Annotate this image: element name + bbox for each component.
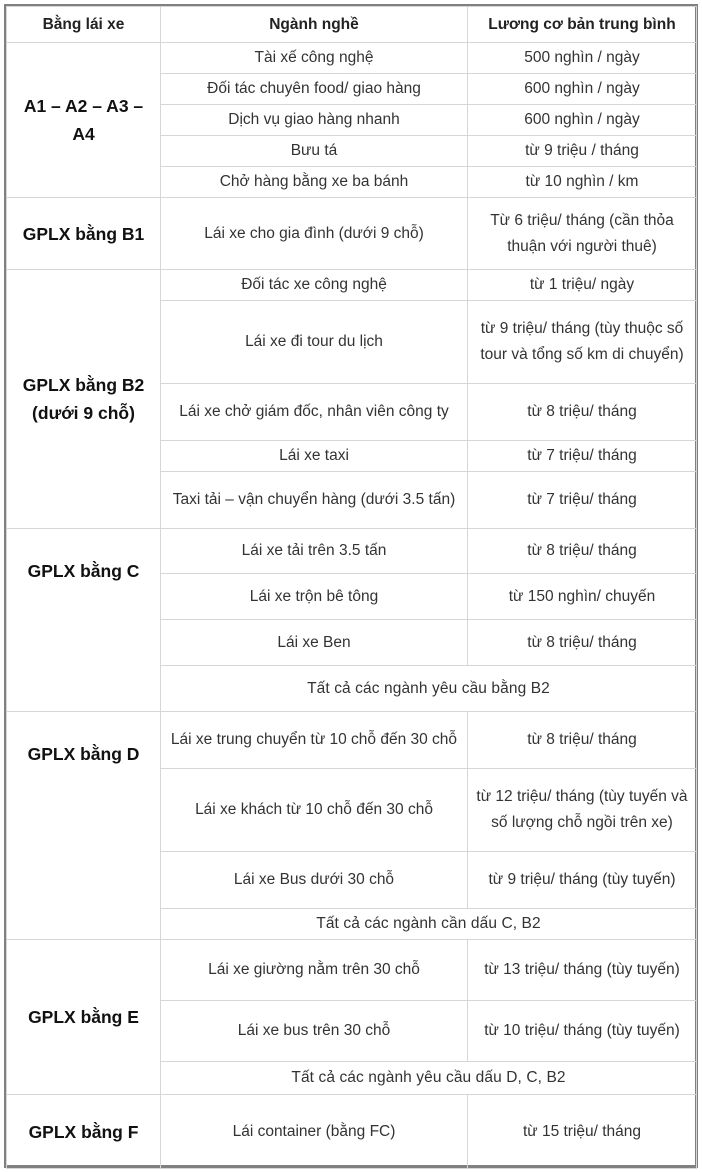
salary-cell: từ 8 triệu/ tháng — [468, 529, 697, 574]
salary-cell: từ 12 triệu/ tháng (tùy tuyến và số lượng chỗ ngồi trên xe) — [468, 769, 697, 852]
salary-cell: từ 7 triệu/ tháng — [468, 472, 697, 529]
salary-cell: từ 150 nghìn/ chuyến — [468, 574, 697, 620]
salary-cell: Từ 6 triệu/ tháng (cần thỏa thuận với người thuê) — [468, 198, 697, 270]
job-cell: Lái xe giường nằm trên 30 chỗ — [161, 940, 468, 1001]
job-cell: Lái xe khách từ 10 chỗ đến 30 chỗ — [161, 769, 468, 852]
job-cell: Dịch vụ giao hàng nhanh — [161, 105, 468, 136]
job-cell: Tài xế công nghệ — [161, 43, 468, 74]
job-cell: Chở hàng bằng xe ba bánh — [161, 167, 468, 198]
job-cell: Taxi tải – vận chuyển hàng (dưới 3.5 tấn) — [161, 472, 468, 529]
job-cell: Lái xe taxi — [161, 441, 468, 472]
salary-cell: từ 7 triệu/ tháng — [468, 441, 697, 472]
table-row — [7, 198, 697, 270]
table-row — [7, 43, 697, 74]
license-cell-f: GPLX bằng F — [7, 1095, 161, 1169]
group-note: Tất cả các ngành cần dấu C, B2 — [161, 909, 697, 940]
job-cell: Lái container (bằng FC) — [161, 1095, 468, 1169]
license-cell-c: GPLX bằng C — [7, 529, 161, 712]
job-cell: Lái xe đi tour du lịch — [161, 301, 468, 384]
job-cell: Lái xe trung chuyển từ 10 chỗ đến 30 chỗ — [161, 712, 468, 769]
header-job: Ngành nghề — [161, 7, 468, 43]
job-cell: Lái xe Bus dưới 30 chỗ — [161, 852, 468, 909]
salary-cell: từ 8 triệu/ tháng — [468, 620, 697, 666]
table-row — [7, 940, 697, 1001]
license-cell-e: GPLX bằng E — [7, 940, 161, 1095]
salary-cell: từ 8 triệu/ tháng — [468, 712, 697, 769]
job-cell: Lái xe chở giám đốc, nhân viên công ty — [161, 384, 468, 441]
salary-cell: từ 8 triệu/ tháng — [468, 384, 697, 441]
license-cell-b2: GPLX bằng B2 (dưới 9 chỗ) — [7, 270, 161, 529]
job-cell: Đối tác chuyên food/ giao hàng — [161, 74, 468, 105]
salary-cell: từ 9 triệu/ tháng (tùy thuộc số tour và tổng số km di chuyển) — [468, 301, 697, 384]
job-cell: Đối tác xe công nghệ — [161, 270, 468, 301]
header-row — [7, 7, 697, 43]
license-cell-d: GPLX bằng D — [7, 712, 161, 940]
salary-cell: từ 10 nghìn / km — [468, 167, 697, 198]
table-row — [7, 270, 697, 301]
group-note: Tất cả các ngành yêu cầu dấu D, C, B2 — [161, 1062, 697, 1095]
job-cell: Lái xe bus trên 30 chỗ — [161, 1001, 468, 1062]
license-cell-a: A1 – A2 – A3 – A4 — [7, 43, 161, 198]
header-license: Bằng lái xe — [7, 7, 161, 43]
table-row — [7, 529, 697, 574]
job-cell: Lái xe Ben — [161, 620, 468, 666]
job-cell: Bưu tá — [161, 136, 468, 167]
header-salary: Lương cơ bản trung bình — [468, 7, 697, 43]
salary-cell: 600 nghìn / ngày — [468, 74, 697, 105]
salary-cell: từ 13 triệu/ tháng (tùy tuyến) — [468, 940, 697, 1001]
job-cell: Lái xe tải trên 3.5 tấn — [161, 529, 468, 574]
job-cell: Lái xe trộn bê tông — [161, 574, 468, 620]
salary-cell: từ 9 triệu/ tháng (tùy tuyến) — [468, 852, 697, 909]
salary-cell: từ 1 triệu/ ngày — [468, 270, 697, 301]
salary-cell: từ 15 triệu/ tháng — [468, 1095, 697, 1169]
salary-cell: 600 nghìn / ngày — [468, 105, 697, 136]
salary-cell: từ 9 triệu / tháng — [468, 136, 697, 167]
table-row — [7, 1095, 697, 1169]
license-cell-b1: GPLX bằng B1 — [7, 198, 161, 270]
license-salary-table — [6, 6, 697, 1169]
group-note: Tất cả các ngành yêu cầu bằng B2 — [161, 666, 697, 712]
salary-cell: 500 nghìn / ngày — [468, 43, 697, 74]
job-cell: Lái xe cho gia đình (dưới 9 chỗ) — [161, 198, 468, 270]
salary-cell: từ 10 triệu/ tháng (tùy tuyến) — [468, 1001, 697, 1062]
table-row — [7, 712, 697, 769]
